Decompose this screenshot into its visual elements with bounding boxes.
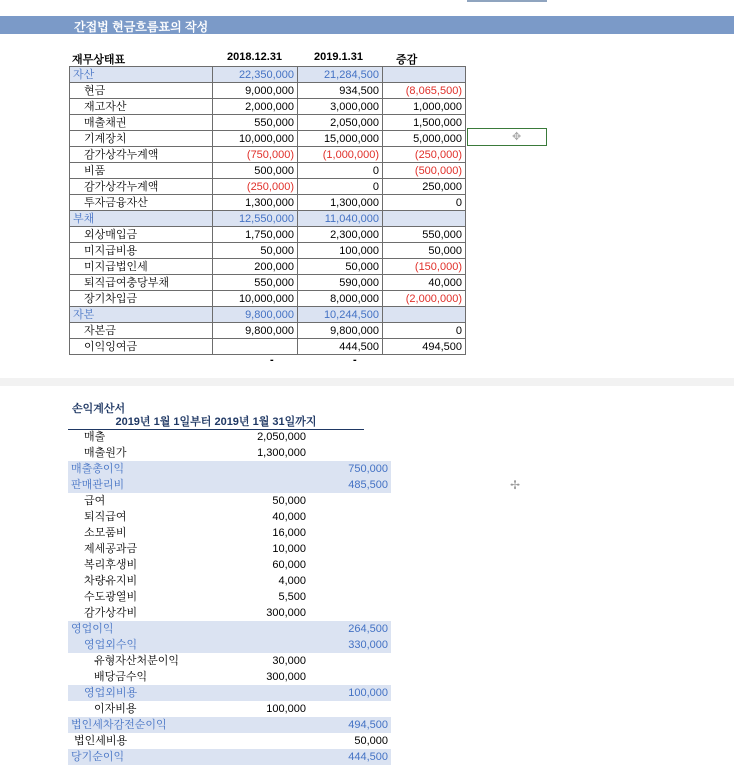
row-label[interactable]: 매출채권 xyxy=(70,115,213,131)
value-total[interactable] xyxy=(309,701,391,717)
value-change[interactable]: 50,000 xyxy=(383,243,466,259)
value-change[interactable]: (150,000) xyxy=(383,259,466,275)
value-2018[interactable]: 50,000 xyxy=(213,243,298,259)
table-row[interactable] xyxy=(70,275,466,291)
row-label[interactable]: 현금 xyxy=(70,83,213,99)
value-detail[interactable]: 5,500 xyxy=(278,590,306,603)
value-total[interactable] xyxy=(309,493,391,509)
col-header-2019: 2019.1.31 xyxy=(314,51,363,63)
value-detail[interactable]: 300,000 xyxy=(266,670,306,683)
value-2019[interactable]: 2,050,000 xyxy=(298,115,383,131)
value-2019[interactable]: 0 xyxy=(298,179,383,195)
value-detail[interactable]: 300,000 xyxy=(266,606,306,619)
value-2018[interactable]: 550,000 xyxy=(213,275,298,291)
value-detail[interactable]: 60,000 xyxy=(272,558,306,571)
value-2019[interactable]: 11,040,000 xyxy=(298,211,383,227)
value-2018[interactable]: 500,000 xyxy=(213,163,298,179)
table-row[interactable] xyxy=(70,131,466,147)
row-label[interactable]: 자본 xyxy=(70,307,213,323)
table-row[interactable] xyxy=(68,605,391,621)
value-2019[interactable]: 2,300,000 xyxy=(298,227,383,243)
table-row[interactable] xyxy=(68,525,391,541)
value-2019[interactable]: 1,300,000 xyxy=(298,195,383,211)
income-statement-table xyxy=(68,429,391,765)
table-row[interactable] xyxy=(68,637,391,653)
table-row[interactable] xyxy=(68,685,391,701)
value-detail[interactable] xyxy=(237,621,309,637)
row-label[interactable]: 미지급비용 xyxy=(70,243,213,259)
table-row[interactable] xyxy=(70,163,466,179)
row-label[interactable]: 장기차입금 xyxy=(70,291,213,307)
row-label[interactable]: 자본금 xyxy=(70,323,213,339)
table-row[interactable] xyxy=(68,717,391,733)
value-total[interactable]: 750,000 xyxy=(309,461,391,477)
table-row[interactable] xyxy=(68,445,391,461)
value-2018[interactable] xyxy=(213,339,298,355)
value-change[interactable]: (8,065,500) xyxy=(383,83,466,99)
row-label[interactable]: 제세공과금 xyxy=(84,542,138,555)
table-row[interactable] xyxy=(68,621,391,637)
value-detail[interactable]: 1,300,000 xyxy=(257,446,306,459)
col-header-2018: 2018.12.31 xyxy=(227,51,283,63)
value-total[interactable]: 444,500 xyxy=(309,749,391,765)
row-label[interactable]: 판매관리비 xyxy=(68,477,237,493)
table-row[interactable] xyxy=(68,701,391,717)
value-total[interactable]: 485,500 xyxy=(309,477,391,493)
value-total[interactable] xyxy=(309,557,391,573)
row-label[interactable]: 기계장치 xyxy=(70,131,213,147)
row-label[interactable]: 외상매입금 xyxy=(70,227,213,243)
footer-dash-2: - xyxy=(353,354,357,366)
table-row[interactable] xyxy=(68,509,391,525)
value-detail[interactable] xyxy=(237,477,309,493)
balance-sheet-table xyxy=(69,66,466,355)
page-break-gap xyxy=(0,378,734,386)
row-label[interactable]: 법인세비용 xyxy=(74,734,128,747)
table-row[interactable] xyxy=(68,493,391,509)
value-change[interactable]: 550,000 xyxy=(383,227,466,243)
row-label[interactable]: 감가상각비 xyxy=(84,606,138,619)
value-total[interactable] xyxy=(309,605,391,621)
table-row[interactable] xyxy=(70,291,466,307)
table-row[interactable] xyxy=(68,749,391,765)
plus-cross-icon: ✥ xyxy=(512,131,522,143)
value-change[interactable] xyxy=(383,211,466,227)
value-change[interactable]: 5,000,000 xyxy=(383,131,466,147)
value-change[interactable]: 494,500 xyxy=(383,339,466,355)
value-total[interactable] xyxy=(309,445,391,461)
value-total[interactable] xyxy=(309,541,391,557)
value-detail[interactable]: 100,000 xyxy=(266,702,306,715)
value-2018[interactable]: 2,000,000 xyxy=(213,99,298,115)
value-detail[interactable]: 2,050,000 xyxy=(257,430,306,443)
value-2018[interactable]: (750,000) xyxy=(213,147,298,163)
table-row[interactable] xyxy=(68,669,391,685)
table-row[interactable] xyxy=(68,653,391,669)
value-2018[interactable]: 10,000,000 xyxy=(213,291,298,307)
value-total[interactable]: 50,000 xyxy=(354,734,388,747)
value-detail[interactable] xyxy=(237,749,309,765)
table-row[interactable] xyxy=(70,179,466,195)
table-row[interactable] xyxy=(70,115,466,131)
table-row[interactable] xyxy=(68,477,391,493)
table-row[interactable] xyxy=(68,429,391,445)
row-label[interactable]: 매출 xyxy=(84,430,106,443)
row-label[interactable]: 영업이익 xyxy=(68,621,237,637)
value-2019[interactable]: (1,000,000) xyxy=(298,147,383,163)
value-2018[interactable]: 10,000,000 xyxy=(213,131,298,147)
row-label[interactable]: 당기순이익 xyxy=(68,749,237,765)
col-header-change: 증감 xyxy=(396,54,418,66)
value-total[interactable] xyxy=(309,573,391,589)
table-row[interactable] xyxy=(70,147,466,163)
value-detail[interactable]: 50,000 xyxy=(272,494,306,507)
value-change[interactable]: 0 xyxy=(383,323,466,339)
table-row[interactable] xyxy=(70,243,466,259)
table-row[interactable] xyxy=(70,259,466,275)
value-2018[interactable]: 9,800,000 xyxy=(213,323,298,339)
row-label[interactable]: 법인세차감전순이익 xyxy=(68,717,237,733)
value-detail[interactable] xyxy=(237,461,309,477)
value-detail[interactable]: 4,000 xyxy=(278,574,306,587)
value-total[interactable] xyxy=(309,509,391,525)
row-label[interactable]: 급여 xyxy=(84,494,106,507)
table-row[interactable] xyxy=(70,67,466,83)
value-change[interactable]: (2,000,000) xyxy=(383,291,466,307)
table-row[interactable] xyxy=(70,339,466,355)
row-label[interactable]: 유형자산처분이익 xyxy=(94,654,180,667)
cross-cursor-icon: ✢ xyxy=(510,478,521,492)
value-change[interactable]: (250,000) xyxy=(383,147,466,163)
income-statement-title: 손익계산서 xyxy=(72,403,126,415)
row-label[interactable]: 매출원가 xyxy=(84,446,127,459)
balance-sheet-title: 재무상태표 xyxy=(72,54,126,66)
value-2018[interactable]: 550,000 xyxy=(213,115,298,131)
table-row[interactable] xyxy=(70,83,466,99)
row-label[interactable]: 복리후생비 xyxy=(84,558,138,571)
row-label[interactable]: 투자금융자산 xyxy=(70,195,213,211)
table-row[interactable] xyxy=(70,307,466,323)
value-detail[interactable] xyxy=(237,717,309,733)
table-row[interactable] xyxy=(70,227,466,243)
row-label[interactable]: 비품 xyxy=(70,163,213,179)
value-change[interactable]: (500,000) xyxy=(383,163,466,179)
value-detail[interactable] xyxy=(237,637,309,653)
value-change[interactable]: 1,000,000 xyxy=(383,99,466,115)
tab-indicator xyxy=(467,0,547,2)
value-2018[interactable]: 22,350,000 xyxy=(213,67,298,83)
value-2019[interactable]: 15,000,000 xyxy=(298,131,383,147)
value-2019[interactable]: 3,000,000 xyxy=(298,99,383,115)
row-label[interactable]: 매출총이익 xyxy=(68,461,237,477)
value-2019[interactable]: 50,000 xyxy=(298,259,383,275)
table-row[interactable] xyxy=(68,589,391,605)
value-2019[interactable]: 100,000 xyxy=(298,243,383,259)
row-label[interactable]: 미지급법인세 xyxy=(70,259,213,275)
sheet-title: 간접법 현금흐름표의 작성 xyxy=(74,20,209,34)
value-detail[interactable]: 10,000 xyxy=(272,542,306,555)
value-detail[interactable]: 16,000 xyxy=(272,526,306,539)
row-label[interactable]: 차량유지비 xyxy=(84,574,138,587)
value-2019[interactable]: 444,500 xyxy=(298,339,383,355)
table-row[interactable] xyxy=(68,573,391,589)
value-change[interactable]: 250,000 xyxy=(383,179,466,195)
value-total[interactable]: 100,000 xyxy=(309,685,391,701)
value-change[interactable]: 0 xyxy=(383,195,466,211)
table-row[interactable] xyxy=(70,323,466,339)
table-row[interactable] xyxy=(68,733,391,749)
table-row[interactable] xyxy=(70,211,466,227)
value-total[interactable] xyxy=(309,429,391,445)
table-row[interactable] xyxy=(70,99,466,115)
value-2019[interactable]: 8,000,000 xyxy=(298,291,383,307)
row-label[interactable]: 감가상각누계액 xyxy=(70,179,213,195)
row-label[interactable]: 퇴직급여 xyxy=(84,510,127,523)
row-label[interactable]: 영업외비용 xyxy=(68,685,237,701)
row-label[interactable]: 수도광열비 xyxy=(84,590,138,603)
value-detail[interactable] xyxy=(237,685,309,701)
value-2019[interactable]: 21,284,500 xyxy=(298,67,383,83)
row-label[interactable]: 부채 xyxy=(70,211,213,227)
value-detail[interactable]: 30,000 xyxy=(272,654,306,667)
value-2018[interactable]: 12,550,000 xyxy=(213,211,298,227)
value-2018[interactable]: 1,750,000 xyxy=(213,227,298,243)
row-label[interactable]: 배당금수익 xyxy=(94,670,148,683)
income-statement-period: 2019년 1월 1일부터 2019년 1월 31일까지 xyxy=(68,413,364,430)
table-row[interactable] xyxy=(68,541,391,557)
row-label[interactable]: 소모품비 xyxy=(84,526,127,539)
selected-cell[interactable] xyxy=(467,128,547,146)
value-detail[interactable]: 40,000 xyxy=(272,510,306,523)
table-row[interactable] xyxy=(70,195,466,211)
row-label[interactable]: 영업외수익 xyxy=(68,637,237,653)
row-label[interactable]: 이자비용 xyxy=(94,702,137,715)
row-label[interactable]: 퇴직급여충당부채 xyxy=(70,275,213,291)
row-label[interactable]: 재고자산 xyxy=(70,99,213,115)
value-change[interactable] xyxy=(383,307,466,323)
value-change[interactable] xyxy=(383,67,466,83)
value-2019[interactable]: 0 xyxy=(298,163,383,179)
value-detail[interactable] xyxy=(237,733,309,749)
value-total[interactable] xyxy=(309,589,391,605)
value-2018[interactable]: 9,000,000 xyxy=(213,83,298,99)
value-total[interactable]: 330,000 xyxy=(309,637,391,653)
value-2019[interactable]: 590,000 xyxy=(298,275,383,291)
value-change[interactable]: 1,500,000 xyxy=(383,115,466,131)
value-2019[interactable]: 9,800,000 xyxy=(298,323,383,339)
value-2018[interactable]: 200,000 xyxy=(213,259,298,275)
value-2018[interactable]: 9,800,000 xyxy=(213,307,298,323)
value-2019[interactable]: 934,500 xyxy=(298,83,383,99)
sheet-title-bar xyxy=(0,16,734,34)
value-2018[interactable]: (250,000) xyxy=(213,179,298,195)
footer-dash-1: - xyxy=(270,354,274,366)
row-label[interactable]: 자산 xyxy=(70,67,213,83)
value-total[interactable]: 494,500 xyxy=(309,717,391,733)
table-row[interactable] xyxy=(68,557,391,573)
value-total[interactable] xyxy=(309,653,391,669)
value-total[interactable]: 264,500 xyxy=(309,621,391,637)
table-row[interactable] xyxy=(68,461,391,477)
value-total[interactable] xyxy=(309,669,391,685)
value-2018[interactable]: 1,300,000 xyxy=(213,195,298,211)
value-total[interactable] xyxy=(309,525,391,541)
row-label[interactable]: 이익잉여금 xyxy=(70,339,213,355)
value-change[interactable]: 40,000 xyxy=(383,275,466,291)
row-label[interactable]: 감가상각누계액 xyxy=(70,147,213,163)
value-2019[interactable]: 10,244,500 xyxy=(298,307,383,323)
